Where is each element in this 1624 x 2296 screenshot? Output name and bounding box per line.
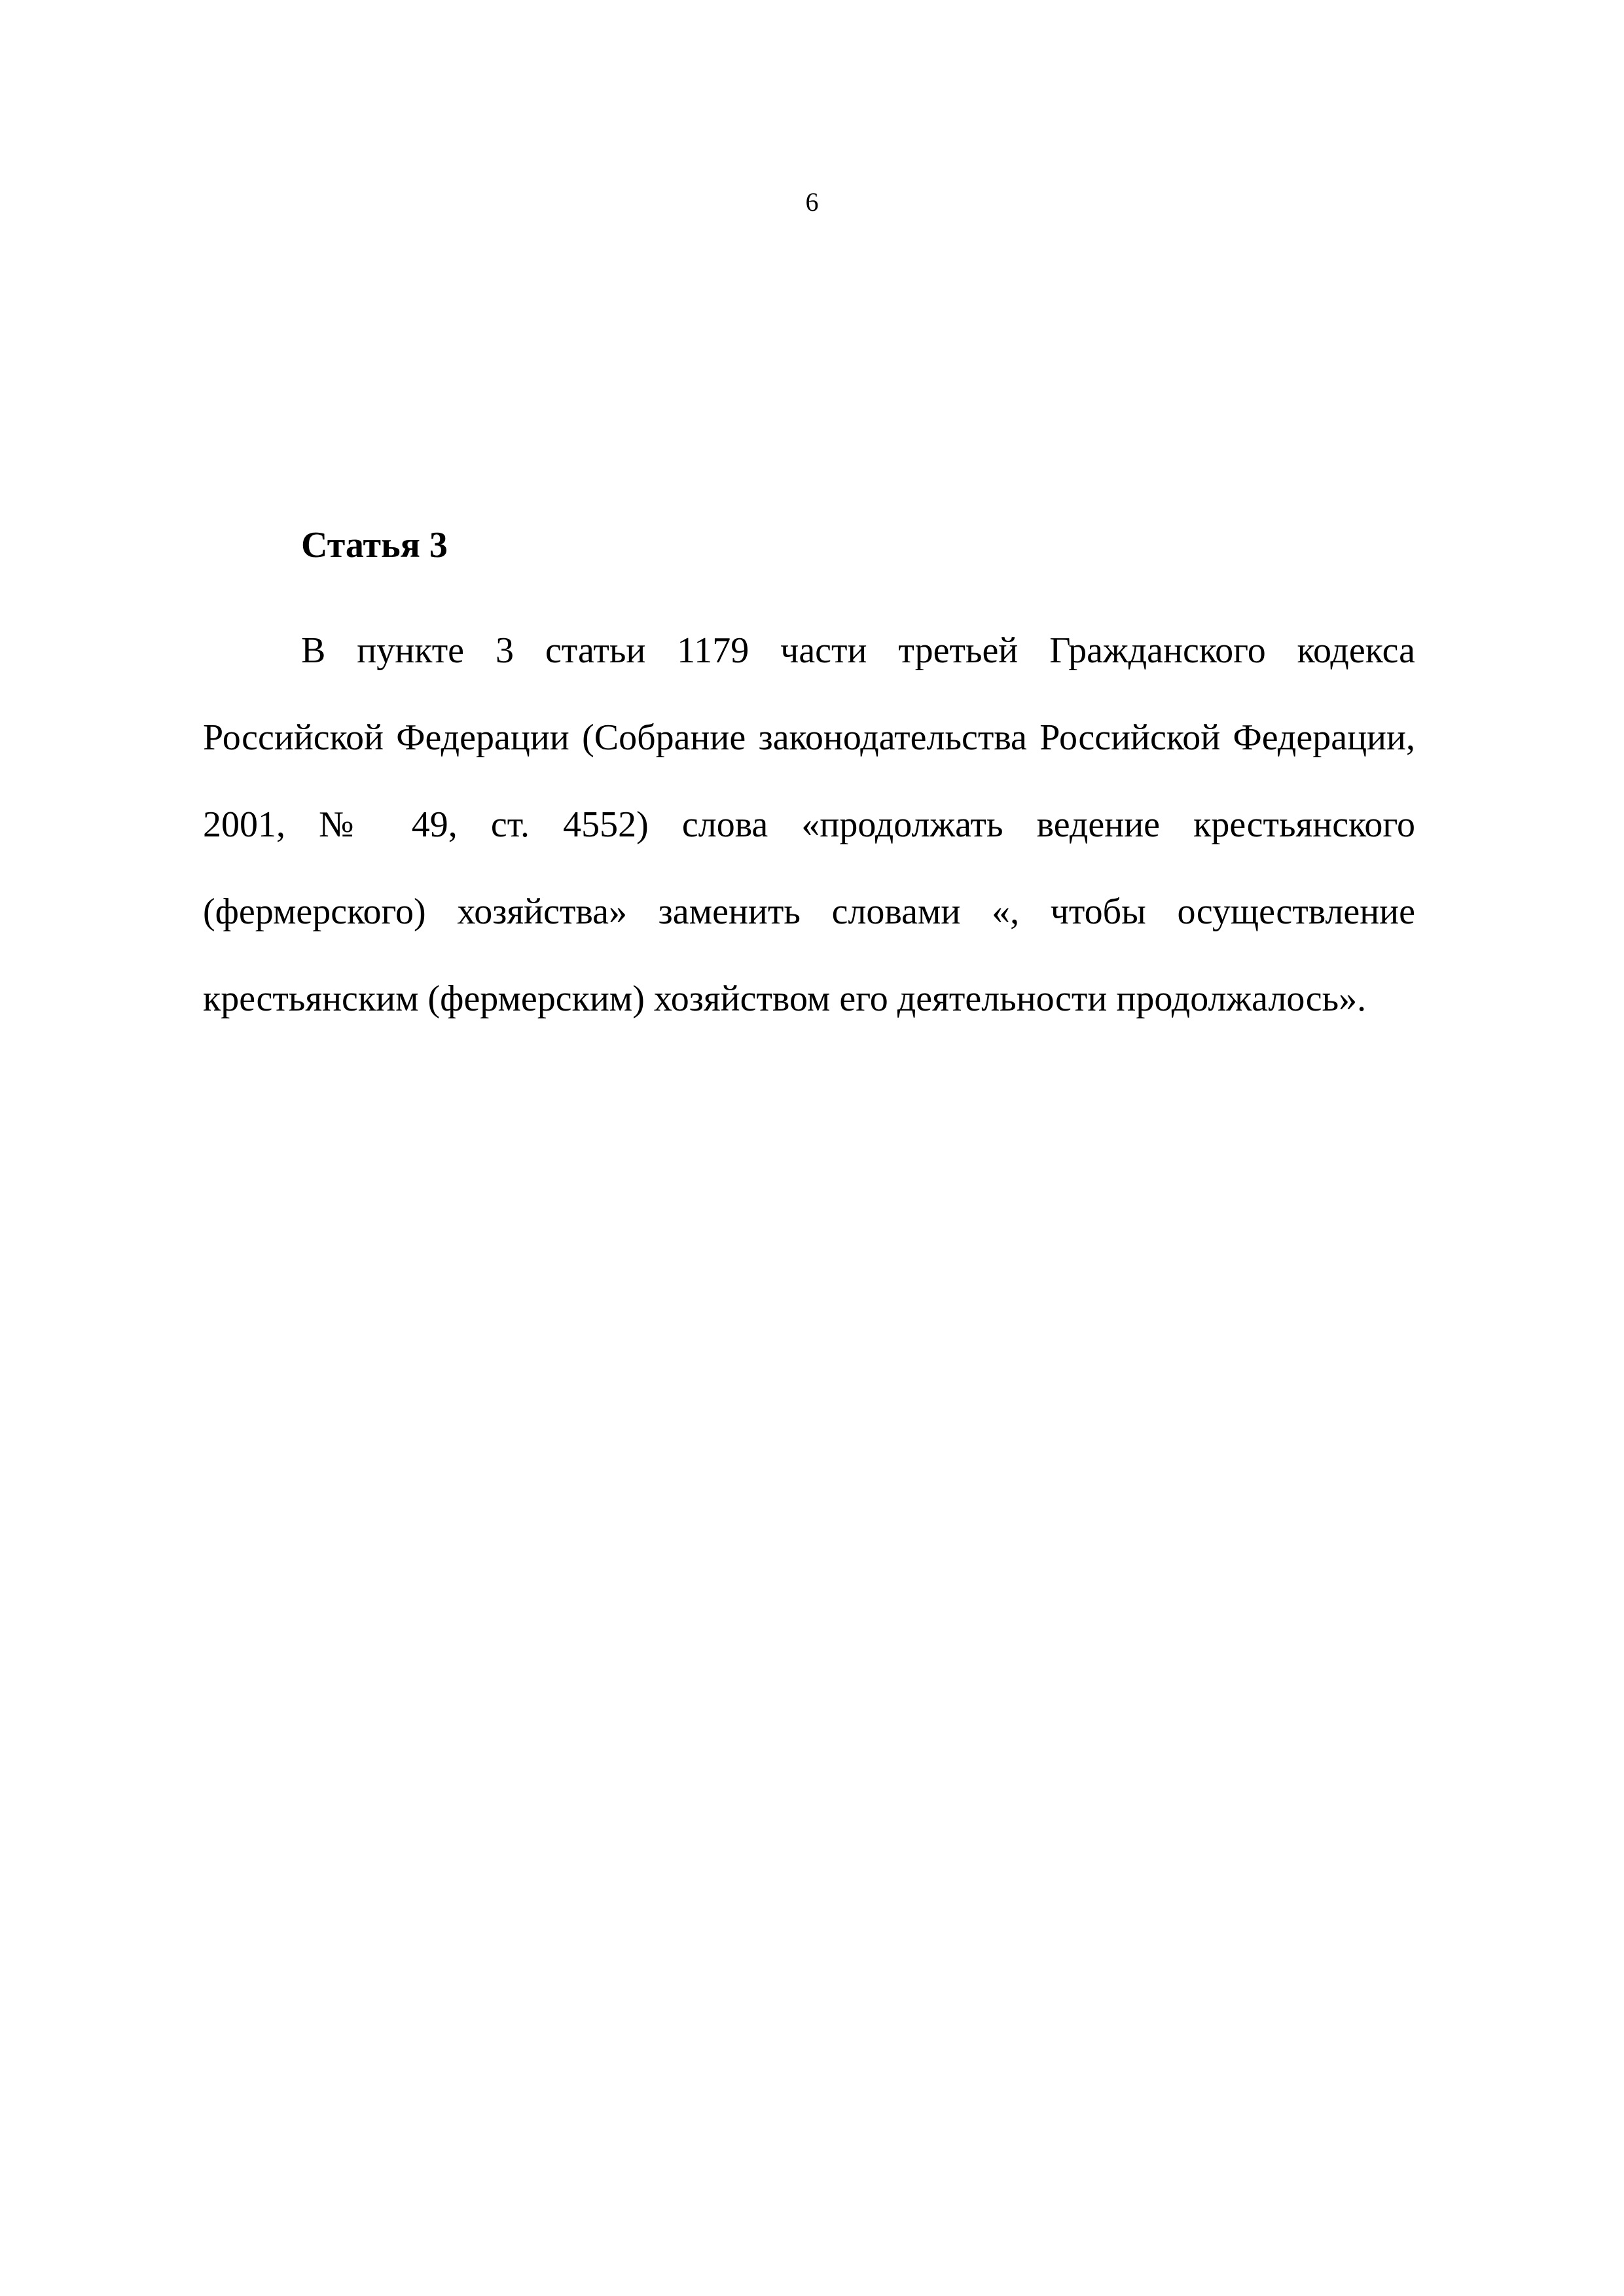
article-body-paragraph: В пункте 3 статьи 1179 части третьей Гражданского кодекса Российской Федерации (Собрание законодательства Российской Федерации, 2001, № 49, ст. 4552) слова «продолжать ведение крестьянского (фермерского) хозяйства» заменить словами «, чтобы осуществление крестьянским (фермерским) хозяйством его деятельности продолжалось». bbox=[203, 630, 1415, 1019]
page-number: 6 bbox=[805, 187, 819, 217]
article-heading: Статья 3 bbox=[301, 525, 448, 565]
